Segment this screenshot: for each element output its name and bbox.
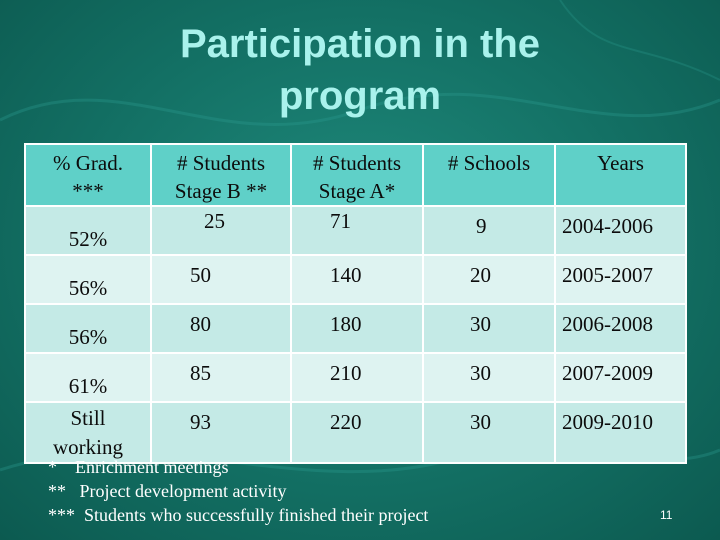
cell-stage-a: 71 — [291, 206, 423, 255]
cell-stage-a: 210 — [291, 353, 423, 402]
footnote-project-development: ** Project development activity — [48, 481, 287, 501]
header-schools — [423, 144, 555, 206]
header-stage-b — [151, 144, 291, 206]
grad-value-line2: working — [53, 435, 123, 459]
footnote-enrichment: * Enrichment meetings — [48, 457, 229, 477]
table-row — [25, 353, 686, 402]
cell-grad — [25, 402, 151, 463]
grad-value: 56% — [68, 325, 108, 349]
cell-stage-a: 180 — [291, 304, 423, 353]
cell-years: 2007-2009 — [555, 353, 686, 402]
table-header-row — [25, 144, 686, 206]
footnote-successful-students: *** Students who successfully finished their project — [48, 505, 429, 525]
cell-stage-a: 220 — [291, 402, 423, 463]
cell-years: 2005-2007 — [555, 255, 686, 304]
cell-schools: 20 — [423, 255, 555, 304]
header-stage-b-line1: # Students — [176, 151, 266, 175]
header-grad-line1: % Grad. — [53, 151, 123, 175]
cell-grad — [25, 255, 151, 304]
header-stage-a-line2: Stage A* — [318, 179, 396, 203]
grad-value: 56% — [68, 276, 108, 300]
cell-stage-b: 25 — [151, 206, 291, 255]
slide-title — [0, 18, 720, 122]
header-stage-a — [291, 144, 423, 206]
cell-years: 2004-2006 — [555, 206, 686, 255]
cell-stage-b: 80 — [151, 304, 291, 353]
cell-schools: 30 — [423, 304, 555, 353]
cell-grad — [25, 206, 151, 255]
cell-years: 2009-2010 — [555, 402, 686, 463]
header-stage-a-line1: # Students — [312, 151, 402, 175]
table-row — [25, 402, 686, 463]
cell-grad — [25, 304, 151, 353]
table-row — [25, 304, 686, 353]
header-schools-line1: # Schools — [447, 151, 531, 175]
cell-schools: 30 — [423, 353, 555, 402]
cell-stage-b: 93 — [151, 402, 291, 463]
header-years-line1: Years — [597, 151, 644, 175]
header-grad-line2: *** — [72, 179, 104, 203]
cell-years: 2006-2008 — [555, 304, 686, 353]
cell-schools: 9 — [423, 206, 555, 255]
cell-grad — [25, 353, 151, 402]
title-line-2: program — [278, 74, 442, 118]
cell-stage-b: 85 — [151, 353, 291, 402]
header-grad — [25, 144, 151, 206]
cell-stage-b: 50 — [151, 255, 291, 304]
footnotes — [48, 455, 608, 527]
cell-stage-a: 140 — [291, 255, 423, 304]
grad-value: 61% — [68, 374, 108, 398]
page-number: 11 — [660, 508, 673, 522]
cell-schools: 30 — [423, 402, 555, 463]
participation-table — [24, 143, 687, 464]
header-stage-b-line2: Stage B ** — [174, 179, 268, 203]
grad-value: 52% — [68, 227, 108, 251]
table-row — [25, 255, 686, 304]
title-line-1: Participation in the — [179, 22, 541, 66]
grad-value-line1: Still — [70, 406, 106, 430]
header-years — [555, 144, 686, 206]
table-row — [25, 206, 686, 255]
